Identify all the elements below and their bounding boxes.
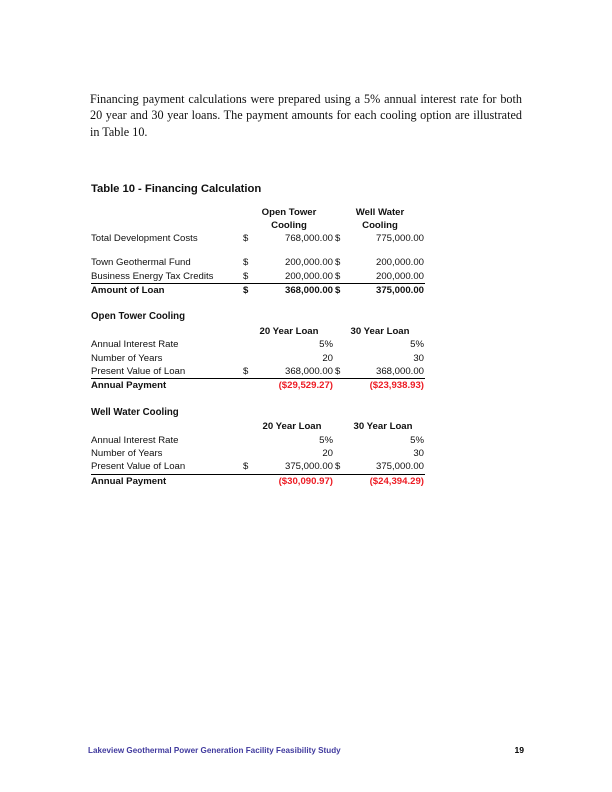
row-value-20-year: 368,000.00 (284, 366, 333, 378)
section-heading-row (91, 308, 425, 324)
table-row (91, 460, 425, 474)
currency-symbol (335, 352, 348, 365)
body-paragraph: Financing payment calculations were prepared using a 5% annual interest rate for both 20 year and 30 year loans. The payment amounts for each cooling option are illustrated in Table 10. (90, 92, 522, 139)
column-header-open-tower-line2: Cooling (271, 219, 307, 231)
table-row (91, 434, 425, 447)
row-label: Number of Years (91, 448, 163, 460)
row-value-well-water: 200,000.00 (375, 270, 424, 282)
column-header-30-year-loan: 30 Year Loan (350, 325, 410, 337)
row-value-20-year: 5% (319, 339, 333, 351)
table-total-row (91, 379, 425, 393)
row-value-20-year: 20 (322, 448, 333, 460)
row-value-30-year: 5% (410, 339, 424, 351)
header-spacer (91, 420, 243, 434)
row-value-30-year: 30 (413, 352, 424, 364)
currency-symbol (243, 434, 256, 447)
row-value-20-year: 20 (322, 352, 333, 364)
annual-payment-30-year: ($23,938.93) (348, 379, 425, 393)
table-row (91, 365, 425, 379)
currency-symbol (243, 352, 256, 365)
row-label: Present Value of Loan (91, 461, 186, 473)
currency-symbol: $ (335, 257, 341, 269)
annual-payment-20-year: ($30,090.97) (256, 474, 335, 488)
spacer-row (91, 393, 425, 404)
row-value-30-year: 5% (410, 434, 424, 446)
row-value-30-year: 30 (413, 448, 424, 460)
row-label: Annual Payment (91, 379, 243, 393)
table-row (91, 270, 425, 284)
table-row (91, 352, 425, 365)
column-header-20-year-loan: 20 Year Loan (259, 325, 319, 337)
section-heading-row (91, 404, 425, 420)
row-label: Amount of Loan (91, 284, 243, 298)
row-value-open-tower: 368,000.00 (256, 284, 335, 298)
row-value-20-year: 5% (319, 434, 333, 446)
row-label: Number of Years (91, 352, 163, 364)
table-total-row (91, 474, 425, 488)
row-value-30-year: 375,000.00 (375, 461, 424, 473)
table-header-row-2 (91, 220, 425, 233)
spacer-row (91, 245, 425, 256)
table-title: Table 10 - Financing Calculation (91, 183, 262, 195)
column-header-20-year-loan: 20 Year Loan (262, 420, 322, 432)
row-label: Present Value of Loan (91, 366, 186, 378)
row-value-well-water: 775,000.00 (375, 233, 424, 245)
column-header-30-year-loan: 30 Year Loan (353, 420, 413, 432)
row-value-well-water: 200,000.00 (375, 257, 424, 269)
currency-symbol: $ (335, 366, 341, 378)
section-heading-open-tower: Open Tower Cooling (91, 311, 185, 323)
row-value-open-tower: 768,000.00 (284, 233, 333, 245)
column-header-open-tower-line1: Open Tower (261, 207, 317, 218)
currency-symbol (335, 447, 348, 460)
currency-symbol: $ (243, 270, 249, 282)
footer-page-number: 19 (514, 745, 524, 755)
currency-symbol: $ (243, 284, 256, 298)
table-row (91, 232, 425, 245)
column-header-well-water-line1: Well Water (355, 207, 405, 218)
section-column-header-row (91, 420, 425, 434)
row-label: Business Energy Tax Credits (91, 270, 214, 282)
currency-symbol (243, 338, 256, 351)
row-label: Town Geothermal Fund (91, 257, 191, 269)
header-spacer (91, 325, 243, 339)
table-row (91, 256, 425, 269)
row-label: Annual Interest Rate (91, 339, 179, 351)
financing-calculation-table-block (91, 182, 511, 488)
currency-symbol: $ (335, 270, 341, 282)
currency-symbol: $ (243, 233, 249, 245)
row-value-well-water: 375,000.00 (348, 284, 425, 298)
annual-payment-30-year: ($24,394.29) (348, 474, 425, 488)
table-total-row (91, 284, 425, 298)
row-value-20-year: 375,000.00 (284, 461, 333, 473)
header-spacer (91, 220, 243, 233)
spacer-row (91, 196, 425, 207)
spacer-row (91, 297, 425, 308)
row-value-30-year: 368,000.00 (375, 366, 424, 378)
row-label: Annual Interest Rate (91, 434, 179, 446)
section-heading-well-water: Well Water Cooling (91, 406, 179, 418)
section-column-header-row (91, 325, 425, 339)
currency-symbol (335, 338, 348, 351)
financing-calculation-table (91, 196, 425, 488)
table-row (91, 338, 425, 351)
currency-symbol: $ (243, 461, 249, 473)
header-spacer (91, 207, 243, 220)
row-value-open-tower: 200,000.00 (284, 270, 333, 282)
table-row (91, 447, 425, 460)
row-value-open-tower: 200,000.00 (284, 257, 333, 269)
row-label: Annual Payment (91, 474, 243, 488)
currency-symbol: $ (243, 257, 249, 269)
currency-symbol: $ (335, 461, 341, 473)
currency-symbol: $ (335, 233, 341, 245)
table-header-row-1 (91, 207, 425, 220)
currency-symbol: $ (243, 366, 249, 378)
page-footer (88, 745, 524, 755)
currency-symbol: $ (335, 284, 348, 298)
currency-symbol (243, 447, 256, 460)
row-label: Total Development Costs (91, 233, 198, 245)
column-header-well-water-line2: Cooling (362, 219, 398, 231)
annual-payment-20-year: ($29,529.27) (256, 379, 335, 393)
footer-document-title: Lakeview Geothermal Power Generation Facility Feasibility Study (88, 746, 341, 755)
currency-symbol (335, 434, 348, 447)
